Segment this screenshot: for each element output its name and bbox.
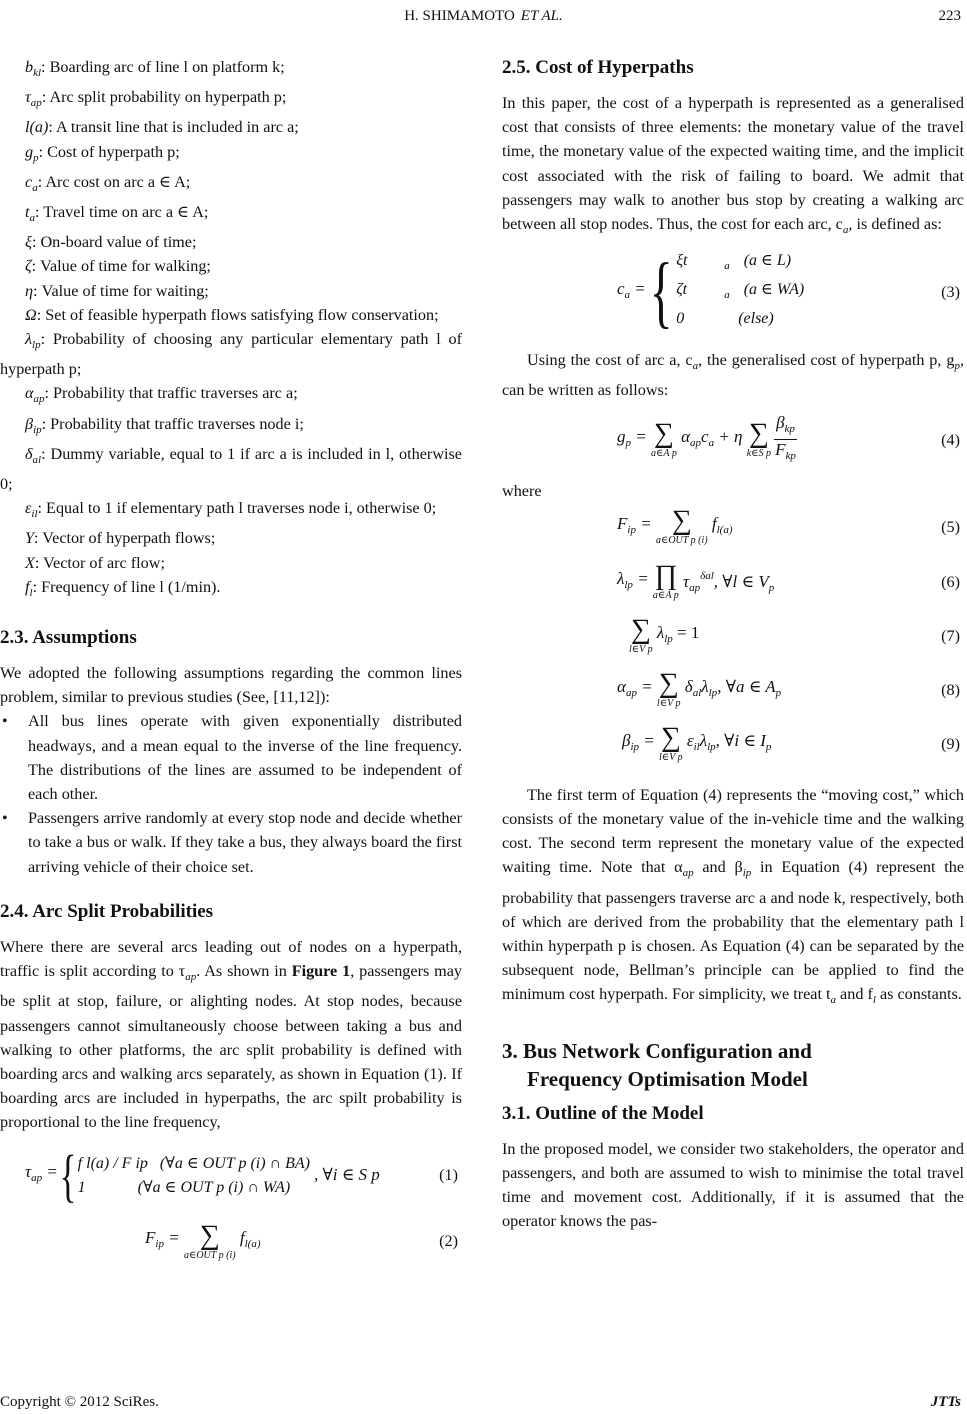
symbol-definition: ζ: Value of time for walking; — [25, 257, 211, 276]
symbol-definition: $\varepsilon_{il}$: Equal to 1 if elementary path l traverses node i, otherwise 0; — [25, 499, 437, 521]
symbol-definition: l(a): A transit line that is included in arc a; — [25, 118, 299, 137]
section-heading-2-5: 2.5. Cost of Hyperpaths — [502, 57, 694, 78]
generalised-cost-paragraph: Using the cost of arc a, $c_a$, the generalised cost of hyperpath p, $g_p$, can be written as follows: — [502, 351, 964, 400]
equation-8: $\alpha_{ap}$ = ∑ l∈V p $\delta_{al}\lambda_{lp}$, ∀a ∈ $A_p$ (8) — [617, 668, 960, 710]
equation-5: $F_{ip}$ = ∑ a∈OUT p (i) $f_{l(a)}$ (5) — [617, 505, 960, 547]
assumptions-intro: We adopted the following assumptions regarding the common lines problem, similar to previous studies (See, [11,12]): — [0, 664, 462, 707]
symbol-definition: $b_{kl}$: Boarding arc of line l on platform k; — [25, 58, 285, 79]
equation-1: $\tau_{ap}$ = { f l(a) / F ip (∀a ∈ OUT p (i) ∩ BA) 1 (∀a ∈ OUT p (i) ∩ WA) , ∀i ∈ S p (1) — [25, 1142, 458, 1208]
symbol-definition: η: Value of time for waiting; — [25, 281, 209, 300]
symbol-definition: X: Vector of arc flow; — [25, 553, 165, 572]
symbol-definition: $\alpha_{ap}$: Probability that traffic traverses arc a; — [25, 384, 298, 406]
symbol-definition: $f_l$: Frequency of line l (1/min). — [25, 577, 221, 599]
symbol-definition: $\tau_{ap}$: Arc split probability on hyperpath p; — [25, 88, 287, 110]
section-heading-2-4: 2.4. Arc Split Probabilities — [0, 900, 214, 922]
assumption-item: • Passengers arrive randomly at every stop node and decide whether to take a bus or walk. If they take a bus, they always board the first arriving vehicle of their choice set. — [0, 806, 462, 879]
symbol-definition: $\delta_{al}$: Dummy variable, equal to 1 if arc a is included in l, otherwise 0; — [0, 444, 462, 494]
symbol-definition: $c_a$: Arc cost on arc a ∈ A; — [25, 172, 191, 194]
section-heading-3: 3. Bus Network Configuration and Frequency Optimisation Model — [502, 1038, 812, 1091]
section-heading-3-1: 3.1. Outline of the Model — [502, 1102, 704, 1124]
equation-case: ζt $_a$ (a ∈ WA) — [676, 280, 805, 301]
right-column — [502, 55, 964, 1233]
equation-2: $F_{ip}$ = ∑ a∈OUT p (i) $f_{l(a)}$ (2) — [145, 1220, 458, 1262]
equation-6: $\lambda_{lp}$ = ∏ a∈A p $\tau_{ap}^{\delta al}$, ∀l ∈ $V_p$ (6) — [617, 560, 960, 602]
model-outline-paragraph: In the proposed model, we consider two stakeholders, the operator and passengers, and both are assumed to wish to minimise the total travel time and movement cost. Additionally, if it is assumed that the operator knows the pas- — [502, 1139, 964, 1231]
copyright-notice: Copyright © 2012 SciRes. — [0, 1394, 159, 1410]
symbol-definition: $\lambda_{lp}$: Probability of choosing any particular elementary path l of hyperpath p; — [0, 330, 462, 379]
equation-case: ξt $_a$ (a ∈ L) — [676, 251, 792, 272]
page-header — [0, 4, 967, 28]
equation-case: 0 (else) — [676, 309, 774, 327]
journal-abbreviation: JTTs — [930, 1394, 961, 1410]
assumption-item: • All bus lines operate with given exponentially distributed headways, and a mean equal to the inverse of the line frequency. The distributions of the lines are assumed to be independent of each other. — [0, 709, 462, 806]
running-title-authors: H. SHIMAMOTO — [404, 8, 515, 24]
left-column — [0, 55, 462, 1267]
equation-3: $c_a$ = { ξt $_a$ (a ∈ L) ζt $_a$ (a ∈ WA) 0 (else) (3) — [617, 248, 960, 337]
equation-7: ∑ l∈V p $\lambda_{lp} = 1$ (7) — [629, 614, 960, 656]
assumptions-list — [0, 709, 462, 878]
arc-split-paragraph: Where there are several arcs leading out of nodes on a hyperpath, traffic is split according to $\tau_{ap}$. As shown in Figure 1, passengers may be split at stop, failure, or alighting nodes. At stop nodes, because passengers cannot simultaneously choose between taking a bus and walking to other platforms, the arc split probability is defined with boarding arcs and walking arcs separately, as shown in Equation (1). If boarding arcs are included in hyperpaths, the arc spilt probability is proportional to the line frequency, — [0, 937, 462, 1132]
symbol-definition: $g_p$: Cost of hyperpath p; — [25, 142, 180, 164]
figure-reference: Figure 1 — [291, 962, 351, 981]
page-number: 223 — [938, 8, 961, 24]
section-heading-2-3: 2.3. Assumptions — [0, 627, 137, 649]
equation-9: $\beta_{ip}$ = ∑ l∈V p $\varepsilon_{il}\lambda_{lp}$, ∀i ∈ $I_p$ (9) — [622, 722, 960, 764]
running-title-etal: ET AL. — [520, 8, 563, 24]
symbol-definition: Ω: Set of feasible hyperpath flows satisfying flow conservation; — [25, 305, 439, 324]
where-label: where — [502, 481, 542, 500]
cost-paragraph: In this paper, the cost of a hyperpath is represented as a generalised cost that consists of three elements: the monetary value of the travel time, the monetary value of the expected waiting time, and the implicit cost associated with the risk of failing to board. We admit that passengers may walk to another bus stop by creating a walking arc between all stop nodes. Thus, the cost for each arc, $c_a$, is defined as: — [502, 94, 964, 237]
symbol-definition: Y: Vector of hyperpath flows; — [25, 529, 216, 548]
symbol-list — [0, 55, 462, 605]
symbol-definition: $t_a$: Travel time on arc a ∈ A; — [25, 203, 209, 225]
symbol-definition: ξ: On-board value of time; — [25, 233, 197, 252]
symbol-definition: $\beta_{ip}$: Probability that traffic traverses node i; — [25, 414, 304, 436]
moving-cost-paragraph: The first term of Equation (4) represents the “moving cost,” which consists of the monetary value of the in-vehicle time and the walking cost. The second term represent the monetary value of the expected waiting time. Note that $\alpha_{ap}$ and $\beta_{ip}$ in Equation (4) represent the probability that passengers traverse arc a and node k, respectively, both of which are derived from the probability that the elementary path l within hyperpath p is chosen. As Equation (4) can be separated by the subsequent node, Bellman’s principle can be applied to find the minimum cost hyperpath. For simplicity, we treat $t_a$ and $f_l$ as constants. — [502, 785, 965, 1007]
equation-4: $g_p$ = ∑ a∈A p $\alpha_{ap}c_a + \eta$ ∑ k∈S p $\frac{\beta_{kp}}{F_{kp}}$ (4) — [617, 413, 960, 463]
running-title — [0, 4, 967, 28]
